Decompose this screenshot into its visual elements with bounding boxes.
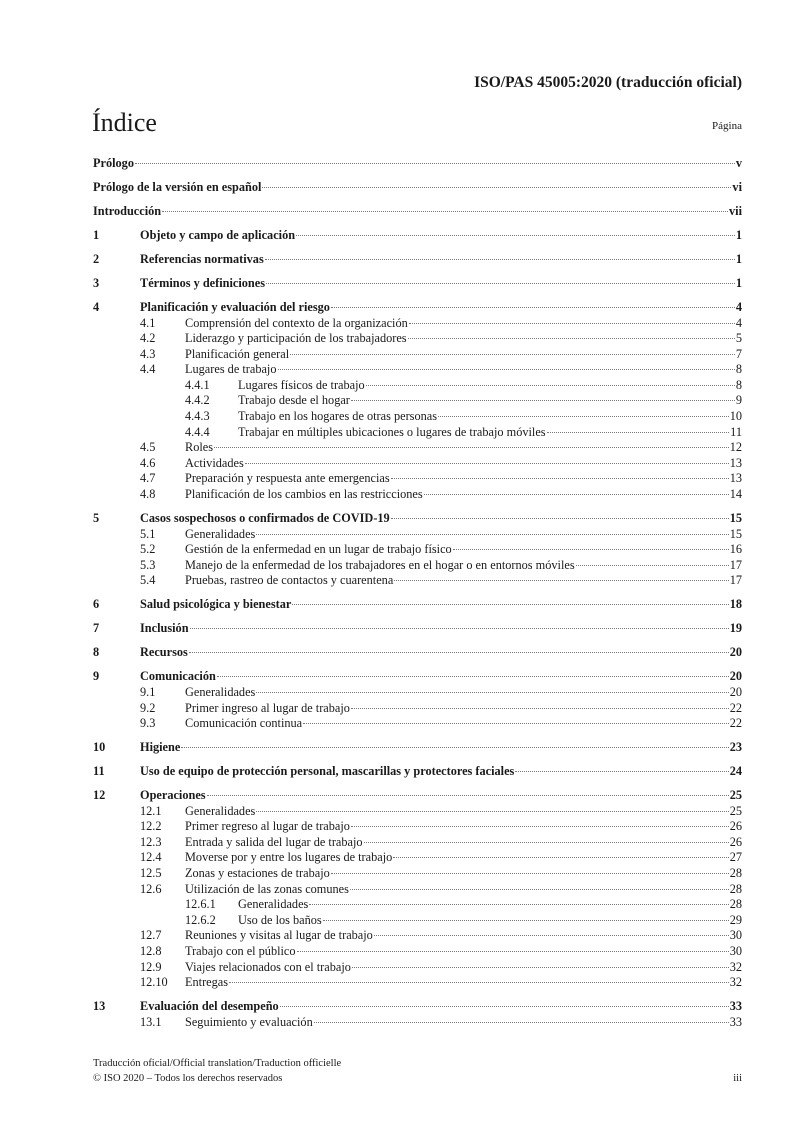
toc-entry-page: 32 [729,959,742,974]
toc-entry-page: 30 [729,928,742,943]
toc-entry-page: 11 [730,424,742,439]
toc-entry-number: 7 [93,621,100,636]
toc-entry[interactable] [93,393,742,409]
toc-entry-number: 4.4.2 [185,393,210,408]
toc-entry[interactable] [93,944,742,960]
dot-leader [297,951,729,952]
toc-entry-title: Gestión de la enfermedad en un lugar de trabajo físico [185,542,452,557]
toc-entry-number: 9.1 [140,684,156,699]
dot-leader [190,628,729,629]
toc-entry[interactable] [93,440,742,456]
toc-entry-page: 14 [729,487,742,502]
toc-entry[interactable] [93,347,742,363]
toc-entry-title: Manejo de la enfermedad de los trabajadores en el hogar o en entornos móviles [185,557,575,572]
toc-entry-number: 4.4 [140,362,156,377]
footer-translation-note: Traducción oficial/Official translation/Traduction officielle [93,1058,342,1069]
dot-leader [391,518,729,519]
toc-entry-number: 12.3 [140,834,162,849]
toc-entry[interactable] [93,409,742,425]
toc-entry[interactable] [93,716,742,732]
toc-entry[interactable] [93,897,742,913]
toc-entry-number: 4.5 [140,440,156,455]
toc-entry-title: Introducción [93,203,162,218]
toc-entry-page: 8 [735,362,742,377]
toc-entry-title: Uso de equipo de protección personal, mascarillas y protectores faciales [140,764,515,779]
toc-entry[interactable] [93,487,742,503]
toc-entry-page: 1 [735,275,742,290]
dot-leader [547,432,730,433]
table-of-contents [93,156,742,1030]
dot-leader [366,385,735,386]
toc-entry-title: Salud psicológica y bienestar [140,597,292,612]
toc-entry-page: 25 [729,803,742,818]
toc-entry-number: 4.4.1 [185,377,210,392]
toc-entry[interactable] [93,835,742,851]
dot-leader [323,920,729,921]
toc-entry-page: 22 [729,700,742,715]
dot-leader [256,534,728,535]
toc-entry-title: Generalidades [185,526,256,541]
toc-entry-number: 11 [93,764,105,779]
dot-leader [331,307,735,308]
toc-entry-title: Zonas y estaciones de trabajo [185,866,330,881]
toc-entry-page: 7 [735,346,742,361]
toc-entry-page: 12 [729,440,742,455]
toc-entry-page: 1 [735,251,742,266]
toc-entry-title: Trabajo desde el hogar [238,393,350,408]
toc-entry-number: 4.4.3 [185,409,210,424]
toc-entry-page: 9 [735,393,742,408]
toc-entry-number: 12.1 [140,803,162,818]
toc-entry-number: 12 [93,788,106,803]
toc-entry-title: Trabajo en los hogares de otras personas [238,409,437,424]
toc-entry-number: 2 [93,251,100,266]
toc-entry-title: Referencias normativas [140,251,264,266]
toc-entry-page: 33 [729,999,742,1014]
toc-entry-page: 13 [729,471,742,486]
dot-leader [292,604,728,605]
toc-entry-page: vi [732,179,742,194]
toc-entry[interactable] [93,228,742,244]
toc-entry-title: Trabajo con el público [185,944,296,958]
toc-entry-title: Primer ingreso al lugar de trabajo [185,700,350,715]
toc-entry-number: 12.6.2 [185,912,216,927]
toc-entry[interactable] [93,362,742,378]
toc-entry-title: Comprensión del contexto de la organización [185,315,408,330]
toc-entry-title: Entrada y salida del lugar de trabajo [185,834,363,849]
toc-entry[interactable] [93,276,742,292]
dot-leader [309,904,728,905]
dot-leader [265,259,735,260]
page-title: Índice [92,108,157,137]
toc-entry-title: Operaciones [140,788,206,803]
toc-entry-page: 20 [729,645,742,660]
toc-entry-number: 10 [93,740,106,755]
toc-entry-title: Comunicación [140,669,216,684]
toc-entry-number: 12.4 [140,850,162,865]
toc-entry-title: Viajes relacionados con el trabajo [185,959,351,974]
dot-leader [162,211,728,212]
toc-entry[interactable] [93,621,742,637]
toc-entry[interactable] [93,300,742,316]
toc-entry-title: Uso de los baños [238,912,322,927]
toc-entry-number: 4.2 [140,331,156,346]
toc-entry-number: 4.3 [140,346,156,361]
toc-entry-number: 6 [93,597,100,612]
toc-entry[interactable] [93,180,742,196]
toc-entry-title: Objeto y campo de aplicación [140,227,296,242]
toc-entry[interactable] [93,252,742,268]
dot-leader [391,478,729,479]
toc-entry[interactable] [93,156,742,172]
toc-entry-title: Evaluación del desempeño [140,999,279,1014]
toc-entry[interactable] [93,331,742,347]
toc-entry-page: 29 [729,912,742,927]
toc-entry-page: 32 [729,975,742,990]
toc-entry-title: Reuniones y visitas al lugar de trabajo [185,928,373,943]
toc-entry-page: 1 [735,227,742,242]
dot-leader [135,163,735,164]
toc-entry-title: Términos y definiciones [140,275,266,290]
toc-entry-number: 5.3 [140,557,156,572]
toc-entry[interactable] [93,204,742,220]
dot-leader [351,708,729,709]
dot-leader [303,723,729,724]
toc-entry-number: 12.5 [140,866,162,881]
toc-entry-page: 25 [729,788,742,803]
toc-entry[interactable] [93,456,742,472]
toc-entry[interactable] [93,740,742,756]
dot-leader [515,771,728,772]
toc-entry[interactable] [93,804,742,820]
toc-entry-page: 17 [729,573,742,588]
toc-entry-number: 5.4 [140,573,156,588]
toc-entry-number: 12.10 [140,975,168,990]
toc-entry-number: 4.8 [140,487,156,502]
toc-entry-number: 12.7 [140,928,162,943]
dot-leader [262,187,731,188]
toc-entry-title: Planificación de los cambios en las restricciones [185,487,423,502]
dot-leader [393,857,728,858]
toc-entry-title: Pruebas, rastreo de contactos y cuarentena [185,573,394,588]
toc-entry-number: 13.1 [140,1014,162,1029]
toc-entry-page: 10 [729,409,742,424]
toc-entry-number: 12.6 [140,881,162,896]
dot-leader [438,416,729,417]
dot-leader [314,1022,729,1023]
dot-leader [409,323,735,324]
dot-leader [424,494,729,495]
toc-entry-title: Generalidades [185,803,256,818]
toc-entry-title: Lugares de trabajo [185,362,277,377]
toc-entry-title: Liderazgo y participación de los trabajadores [185,331,407,346]
toc-entry[interactable] [93,527,742,543]
toc-entry-page: 24 [729,764,742,779]
toc-entry-page: 27 [729,850,742,865]
dot-leader [351,400,735,401]
toc-entry-number: 3 [93,275,100,290]
toc-entry-number: 4 [93,299,100,314]
toc-entry-page: 19 [729,621,742,636]
dot-leader [352,967,729,968]
dot-leader [181,747,728,748]
toc-entry-page: 15 [729,511,742,526]
toc-entry-title: Lugares físicos de trabajo [238,377,365,392]
toc-entry-page: 28 [729,881,742,896]
toc-entry-title: Utilización de las zonas comunes [185,881,349,896]
toc-entry-page: 15 [729,526,742,541]
dot-leader [408,338,735,339]
toc-entry-number: 9.3 [140,716,156,731]
toc-entry[interactable] [93,999,742,1015]
toc-entry-page: 18 [729,597,742,612]
toc-entry-number: 9.2 [140,700,156,715]
toc-entry-number: 4.6 [140,455,156,470]
dot-leader [296,235,735,236]
dot-leader [245,463,729,464]
toc-entry-title: Inclusión [140,621,189,636]
toc-entry-title: Generalidades [238,897,309,912]
toc-entry-title: Planificación y evaluación del riesgo [140,299,330,314]
toc-entry[interactable] [93,882,742,898]
toc-entry-number: 12.9 [140,959,162,974]
dot-leader [217,676,729,677]
page-column-label: Página [712,120,742,132]
dot-leader [351,826,729,827]
toc-entry[interactable] [93,669,742,685]
toc-entry[interactable] [93,701,742,717]
dot-leader [207,795,729,796]
toc-entry-title: Moverse por y entre los lugares de trabajo [185,850,393,865]
toc-entry-page: 20 [729,669,742,684]
toc-entry-title: Prólogo [93,156,134,170]
toc-entry-title: Trabajar en múltiples ubicaciones o lugares de trabajo móviles [238,424,546,439]
toc-entry-page: 17 [729,557,742,572]
toc-entry-title: Entregas [185,975,229,990]
page-number: iii [733,1073,742,1084]
toc-entry[interactable] [93,597,742,613]
toc-entry-title: Roles [185,440,214,455]
toc-entry[interactable] [93,866,742,882]
toc-entry-number: 1 [93,227,100,242]
toc-entry-page: 20 [729,684,742,699]
toc-entry-number: 5 [93,511,100,526]
dot-leader [256,811,728,812]
toc-entry-page: 22 [729,716,742,731]
toc-entry-page: 33 [729,1014,742,1029]
toc-entry-number: 5.1 [140,526,156,541]
toc-entry-number: 9 [93,669,100,684]
toc-entry-page: 13 [729,455,742,470]
toc-entry-title: Planificación general [185,346,290,361]
toc-entry-page: vii [729,203,742,218]
toc-entry-title: Prólogo de la versión en español [93,179,262,194]
toc-entry-page: 4 [735,315,742,330]
toc-entry-page: 26 [729,819,742,834]
toc-entry-page: 30 [729,944,742,958]
dot-leader [374,935,729,936]
toc-entry-page: 8 [735,377,742,392]
document-identifier: ISO/PAS 45005:2020 (traducción oficial) [474,74,742,91]
dot-leader [364,842,729,843]
toc-entry-page: 28 [729,866,742,881]
toc-entry-title: Recursos [140,645,188,660]
toc-entry-title: Casos sospechosos o confirmados de COVID-19 [140,511,390,526]
toc-entry[interactable] [93,558,742,574]
toc-entry-title: Higiene [140,740,181,755]
toc-entry[interactable] [93,1015,742,1031]
dot-leader [266,283,735,284]
toc-entry-number: 4.4.4 [185,424,210,439]
toc-entry-number: 13 [93,999,106,1014]
toc-entry[interactable] [93,764,742,780]
footer-copyright: © ISO 2020 – Todos los derechos reservados [93,1073,283,1084]
dot-leader [280,1006,729,1007]
toc-entry-page: 26 [729,834,742,849]
dot-leader [189,652,729,653]
toc-entry-number: 12.2 [140,819,162,834]
dot-leader [331,873,729,874]
dot-leader [214,447,729,448]
toc-entry-number: 12.6.1 [185,897,216,912]
toc-entry-title: Primer regreso al lugar de trabajo [185,819,350,834]
toc-entry-page: 16 [729,542,742,557]
toc-entry-page: 28 [729,897,742,912]
toc-entry-number: 5.2 [140,542,156,557]
toc-entry[interactable] [93,975,742,991]
dot-leader [350,889,729,890]
toc-entry-page: v [735,156,742,170]
toc-entry[interactable] [93,928,742,944]
toc-entry[interactable] [93,960,742,976]
dot-leader [256,692,728,693]
dot-leader [453,549,729,550]
toc-entry-number: 4.7 [140,471,156,486]
dot-leader [290,354,735,355]
toc-entry[interactable] [93,542,742,558]
toc-entry-number: 8 [93,645,100,660]
toc-entry-page: 4 [735,299,742,314]
toc-entry[interactable] [93,819,742,835]
toc-entry-page: 23 [729,740,742,755]
dot-leader [278,369,735,370]
toc-entry[interactable] [93,378,742,394]
toc-entry[interactable] [93,316,742,332]
toc-entry[interactable] [93,788,742,804]
toc-entry[interactable] [93,645,742,661]
toc-entry[interactable] [93,850,742,866]
dot-leader [394,580,728,581]
toc-entry-title: Generalidades [185,684,256,699]
toc-entry[interactable] [93,425,742,441]
toc-entry[interactable] [93,471,742,487]
toc-entry[interactable] [93,685,742,701]
toc-entry[interactable] [93,913,742,929]
toc-entry-page: 5 [735,331,742,346]
toc-entry[interactable] [93,511,742,527]
toc-entry-title: Preparación y respuesta ante emergencias [185,471,390,486]
toc-entry[interactable] [93,573,742,589]
dot-leader [576,565,729,566]
dot-leader [229,982,729,983]
toc-entry-title: Seguimiento y evaluación [185,1014,313,1029]
toc-entry-number: 12.8 [140,944,162,958]
toc-entry-title: Comunicación continua [185,716,303,731]
toc-entry-number: 4.1 [140,315,156,330]
toc-entry-title: Actividades [185,455,244,470]
